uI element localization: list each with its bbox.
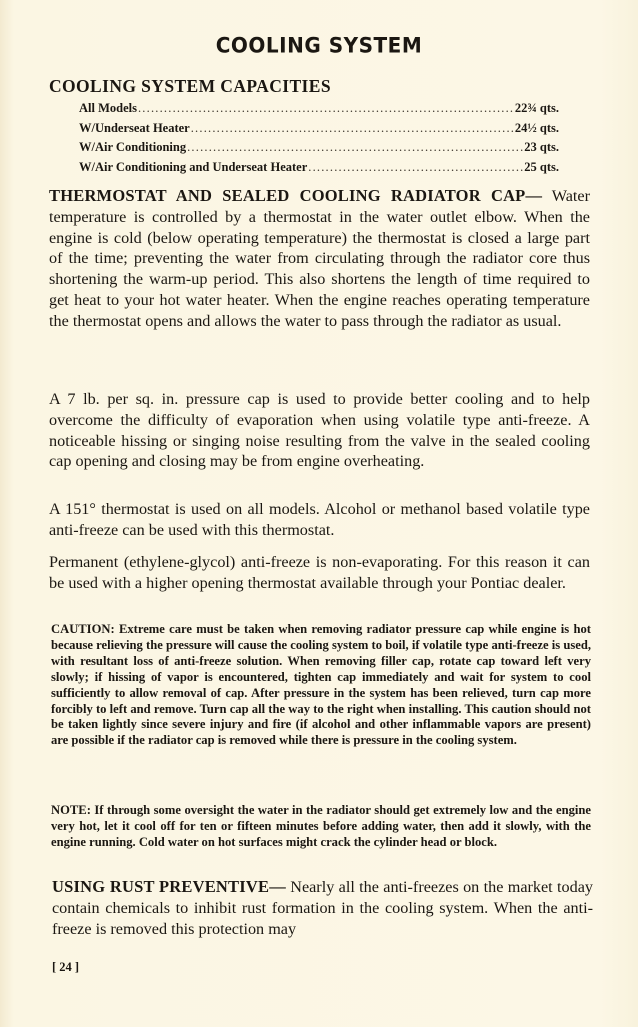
capacity-row bbox=[79, 140, 559, 160]
capacity-value: 24½ qts. bbox=[514, 120, 559, 135]
note-paragraph: NOTE: If through some oversight the water in the radiator should get extremely low and the engine very hot, let it cool off for ten or fifteen minutes before adding water, then add it slowly, with the engine running. Cold water on hot surfaces might crack the cylinder head or block. bbox=[51, 803, 591, 849]
capacities-heading: COOLING SYSTEM CAPACITIES bbox=[49, 76, 331, 96]
capacity-label: All Models bbox=[79, 101, 137, 115]
caution-paragraph: CAUTION: Extreme care must be taken when removing radiator pressure cap while engine is hot because relieving the pressure will cause the cooling system to boil, if volatile type anti-freeze is used, with resultant loss of anti-freeze solution. When removing filler cap, rotate cap toward left very slowly; if hissing of vapor is encountered, tighten cap immediately and wait for system to cool sufficiently to allow removal of cap. After pressure in the system has been relieved, turn cap more forcibly to left and remove. Turn cap all the way to the right when installing. This caution should not be taken lightly since severe injury and fire (if alcohol and other inflammable vapors are present) are possible if the radiator cap is removed while there is pressure in the cooling system. bbox=[51, 622, 591, 748]
rust-heading: USING RUST PREVENTIVE— bbox=[52, 877, 286, 896]
rust-paragraph: Nearly all the anti-freezes on the market today contain chemicals to inhibit rust formation in the cooling system. When the anti-freeze is removed this protection may bbox=[52, 878, 593, 938]
capacity-row bbox=[79, 160, 559, 180]
capacity-label: W/Air Conditioning bbox=[79, 140, 187, 154]
capacity-label: W/Air Conditioning and Underseat Heater bbox=[79, 159, 308, 174]
capacity-label: W/Underseat Heater bbox=[79, 120, 190, 135]
page-title: COOLING SYSTEM bbox=[215, 32, 423, 58]
capacity-value: 22¾ qts. bbox=[514, 101, 559, 115]
dot-leader bbox=[308, 160, 523, 175]
dot-leader bbox=[187, 140, 523, 155]
permanent-antifreeze-paragraph: Permanent (ethylene-glycol) anti-freeze is non-evaporating. For this reason it can be used with a higher opening thermostat available through your Pontiac dealer. bbox=[49, 553, 590, 592]
dot-leader bbox=[191, 121, 514, 136]
capacity-row bbox=[79, 101, 559, 121]
capacity-value: 25 qts. bbox=[524, 159, 559, 174]
capacity-value: 23 qts. bbox=[524, 140, 559, 154]
capacities-list bbox=[79, 101, 559, 179]
thermostat-151-paragraph: A 151° thermostat is used on all models. Alcohol or methanol based volatile type anti-freeze can be used with this thermostat. bbox=[49, 500, 590, 539]
pressure-cap-paragraph: A 7 lb. per sq. in. pressure cap is used to provide better cooling and to help overcome the difficulty of evaporation when using volatile type anti-freeze. A noticeable hissing or singing noise resulting from the valve in the sealed cooling cap opening and closing may be from engine overheating. bbox=[49, 390, 590, 471]
thermostat-section bbox=[49, 186, 590, 332]
rust-section bbox=[52, 877, 593, 939]
thermostat-heading: THERMOSTAT AND SEALED COOLING RADIATOR CAP— bbox=[49, 186, 543, 205]
thermostat-paragraph: Water temperature is controlled by a thermostat in the water outlet elbow. When the engine is cold (below operating temperature) the thermostat is closed a large part of the time; preventing the water from circulating through the radiator core thus shortening the warm-up period. This also shortens the length of time required to get heat to your hot water heater. When the engine reaches operating temperature the thermostat opens and allows the water to pass through the radiator as usual. bbox=[49, 187, 590, 330]
page-number: [ 24 ] bbox=[52, 960, 80, 974]
capacity-row bbox=[79, 121, 559, 141]
dot-leader bbox=[138, 101, 514, 116]
